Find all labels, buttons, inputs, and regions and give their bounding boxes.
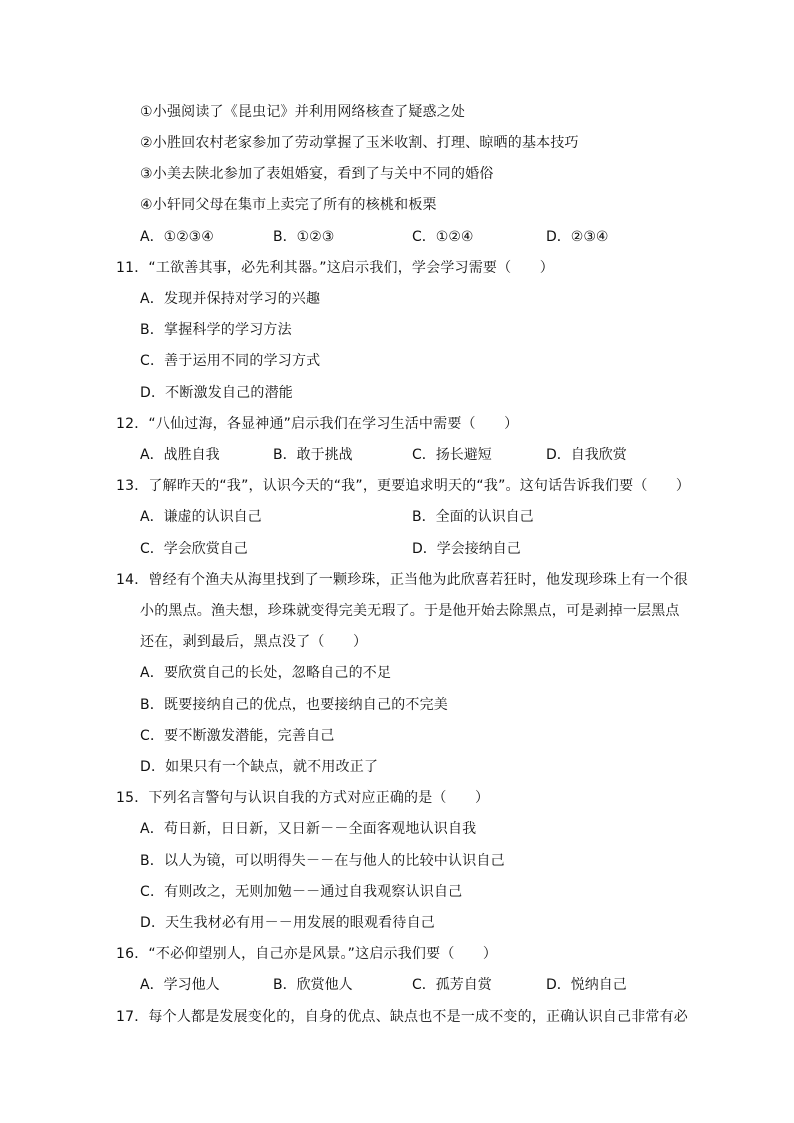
q13-option-a: A．谦虚的认识自己 [140,509,262,525]
q12-option-a: A．战胜自我 [140,447,220,463]
q13-option-c: C．学会欣赏自己 [140,541,248,557]
q11-option-b: B．掌握科学的学习方法 [140,322,292,338]
q10-statement-2: ②小胜回农村老家参加了劳动掌握了玉米收割、打理、晾晒的基本技巧 [140,135,579,151]
q15-option-c: C．有则改之，无则加勉－－通过自我观察认识自己 [140,884,463,900]
q12-option-d: D．自我欣赏 [546,447,627,463]
q10-statement-3: ③小美去陕北参加了表姐婚宴，看到了与关中不同的婚俗 [140,166,494,182]
q12-stem: 12．“八仙过海，各显神通”启示我们在学习生活中需要（ ） [116,416,519,432]
q15-stem: 15．下列名言警句与认识自我的方式对应正确的是（ ） [116,790,490,806]
q13-option-d: D．学会接纳自己 [412,541,521,557]
q10-statement-1: ①小强阅读了《昆虫记》并利用网络核查了疑惑之处 [140,104,466,120]
q10-option-c: C．①②④ [412,229,474,245]
q16-stem: 16．“不必仰望别人，自己亦是风景。”这启示我们要（ ） [116,946,498,962]
q16-option-b: B．欣赏他人 [273,977,353,993]
q10-option-b: B．①②③ [273,229,335,245]
q10-option-d: D．②③④ [546,229,609,245]
q15-option-a: A．苟日新，日日新，又日新－－全面客观地认识自我 [140,821,477,837]
q16-option-a: A．学习他人 [140,977,220,993]
q10-statement-4: ④小轩同父母在集市上卖完了所有的核桃和板栗 [140,197,437,213]
q14-stem-line-3: 还在，剥到最后，黑点没了（ ） [140,634,368,650]
q15-option-b: B．以人为镜，可以明得失－－在与他人的比较中认识自己 [140,853,505,869]
q12-option-c: C．扬长避短 [412,447,492,463]
q14-option-b: B．既要接纳自己的优点，也要接纳自己的不完美 [140,697,449,713]
q14-option-c: C．要不断激发潜能，完善自己 [140,728,335,744]
q17-stem: 17．每个人都是发展变化的，自身的优点、缺点也不是一成不变的，正确认识自己非常有必 [116,1009,689,1025]
q13-option-b: B．全面的认识自己 [412,509,534,525]
q14-option-a: A．要欣赏自己的长处，忽略自己的不足 [140,665,392,681]
q11-option-c: C．善于运用不同的学习方式 [140,353,321,369]
q14-option-d: D．如果只有一个缺点，就不用改正了 [140,759,379,775]
q11-option-a: A．发现并保持对学习的兴趣 [140,291,321,307]
q10-option-a: A．①②③④ [140,229,214,245]
q16-option-c: C．孤芳自赏 [412,977,492,993]
q14-stem-line-1: 14．曾经有个渔夫从海里找到了一颗珍珠，正当他为此欣喜若狂时，他发现珍珠上有一个很 [116,572,689,588]
q11-stem: 11．“工欲善其事，必先利其器。”这启示我们，学会学习需要（ ） [116,260,554,276]
q14-stem-line-2: 小的黑点。渔夫想，珍珠就变得完美无瑕了。于是他开始去除黑点，可是剥掉一层黑点 [140,603,680,619]
q15-option-d: D．天生我材必有用－－用发展的眼观看待自己 [140,915,435,931]
q13-stem: 13．了解昨天的“我”，认识今天的“我”，更要追求明天的“我”。这句话告诉我们要（ ） [116,478,691,494]
q12-option-b: B．敢于挑战 [273,447,353,463]
q16-option-d: D．悦纳自己 [546,977,627,993]
q11-option-d: D．不断激发自己的潜能 [140,385,293,401]
